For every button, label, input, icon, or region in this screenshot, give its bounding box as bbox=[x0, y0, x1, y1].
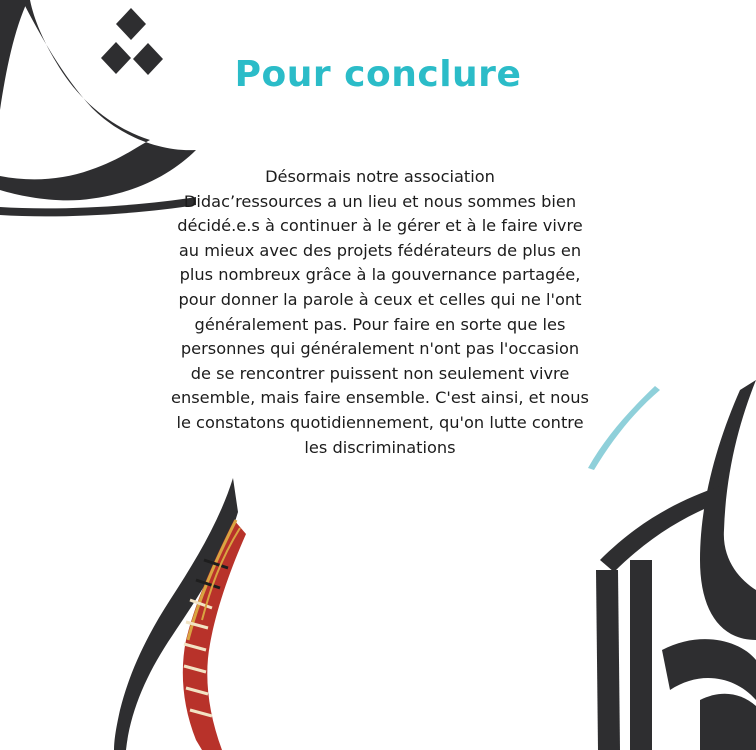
page-title: Pour conclure bbox=[234, 54, 522, 95]
conclusion-paragraph bbox=[160, 165, 600, 460]
paragraph-line: le constatons quotidiennement, qu'on lutte contre bbox=[176, 412, 584, 432]
paragraph-line: les discriminations bbox=[304, 437, 456, 457]
paragraph-line: au mieux avec des projets fédérateurs de plus en bbox=[178, 240, 582, 260]
paragraph-line: Désormais notre association bbox=[265, 167, 495, 186]
paragraph-line: plus nombreux grâce à la gouvernance partagée, bbox=[179, 265, 581, 285]
calligraphy-right-icon bbox=[588, 380, 756, 750]
paragraph-line: de se rencontrer puissent non seulement vivre bbox=[190, 363, 570, 383]
paragraph-line: décidé.e.s à continuer à le gérer et à le faire vivre bbox=[177, 216, 583, 236]
paragraph-line: ensemble, mais faire ensemble. C'est ainsi, et nous bbox=[171, 388, 589, 408]
calligraphy-bottom-left-icon bbox=[114, 478, 246, 750]
paragraph-line: pour donner la parole à ceux et celles qui ne l'ont bbox=[178, 289, 582, 309]
paragraph-line: personnes qui généralement n'ont pas l'occasion bbox=[180, 339, 580, 359]
paragraph-line: généralement pas. Pour faire en sorte que les bbox=[194, 314, 566, 334]
paragraph-line: Didac’ressources a un lieu et nous sommes bien bbox=[183, 191, 577, 211]
